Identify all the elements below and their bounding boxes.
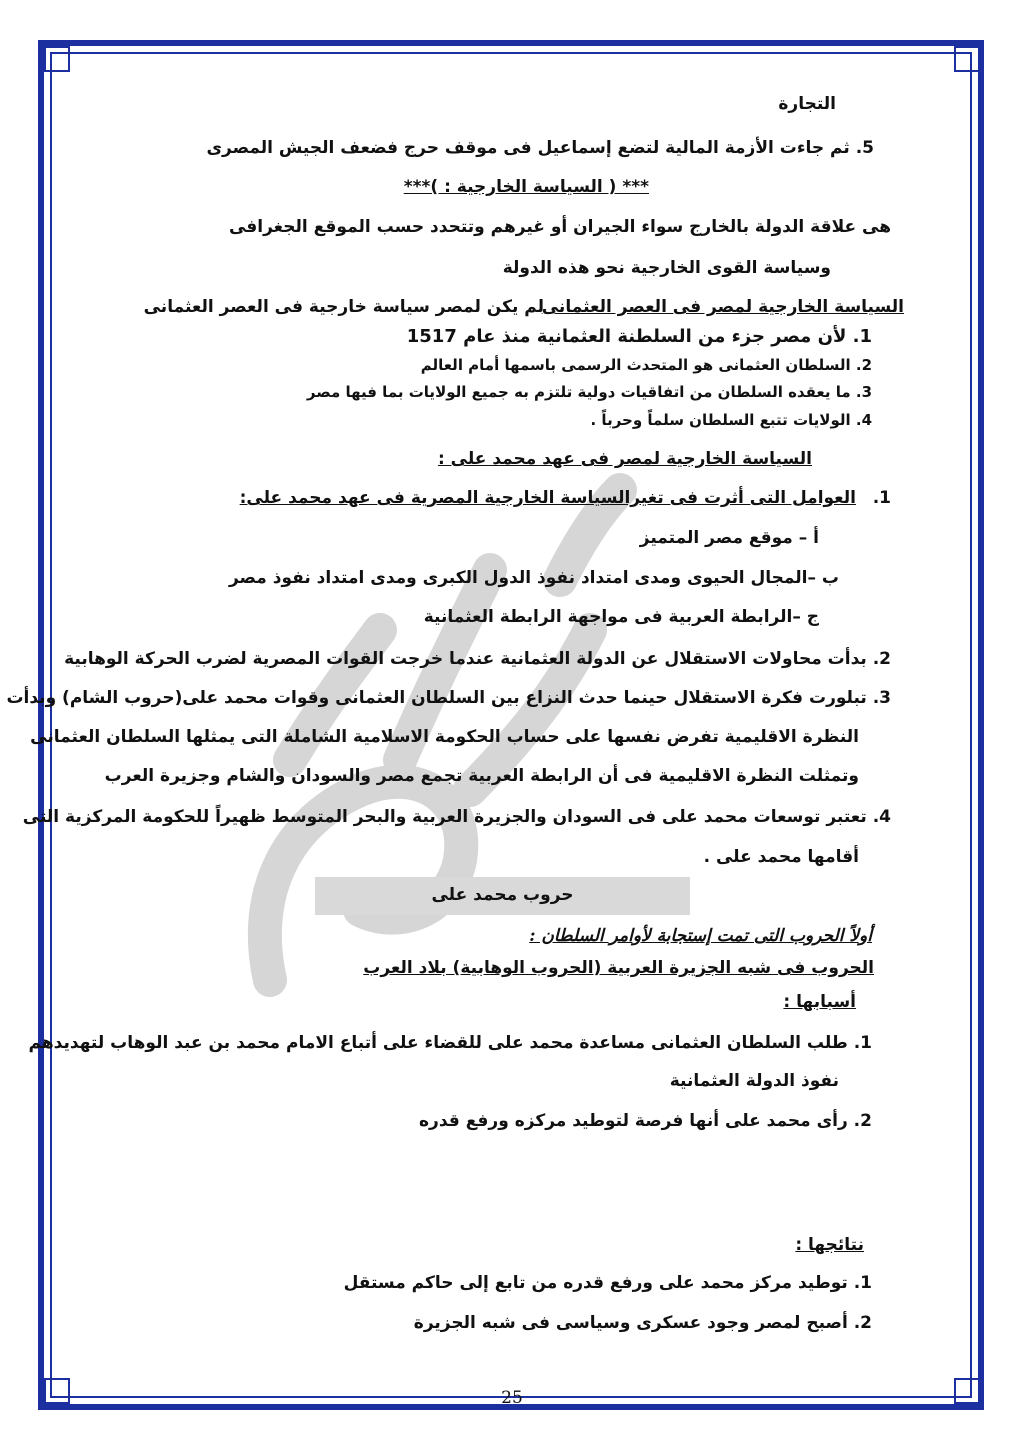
page-number: 25 [501, 1388, 523, 1408]
list-item: 3. تبلورت فكرة الاستقلال حينما حدث النزاع بين السلطان العثمانى وقوات محمد على(حروب الشام) وبدأت [6, 688, 891, 708]
subsection-heading: الحروب فى شبه الجزيرة العربية (الحروب الوهابية) بلاد العرب [363, 958, 874, 978]
corner-ornament [44, 46, 70, 72]
list-item: 4. تعتبر توسعات محمد على فى السودان والجزيرة العربية والبحر المتوسط ظهيراً للحكومة المركزية التى [22, 807, 891, 827]
list-item: 2. بدأت محاولات الاستقلال عن الدولة العثمانية عندما خرجت القوات المصرية لضرب الحركة الوهابية [64, 649, 891, 669]
definition-text: هى علاقة الدولة بالخارج سواء الجيران أو غيرهم وتتحدد حسب الموقع الجغرافى [228, 217, 891, 237]
sub-item: ج –الرابطة العربية فى مواجهة الرابطة العثمانية [423, 607, 819, 627]
results-heading: نتائجها : [795, 1235, 864, 1255]
definition-text: وسياسة القوى الخارجية نحو هذه الدولة [502, 258, 831, 278]
subsection-heading: السياسة الخارجية لمصر فى العصر العثمانى [541, 297, 904, 317]
causes-heading: أسبابها : [783, 992, 856, 1012]
list-item: 1. طلب السلطان العثمانى مساعدة محمد على للقضاء على أتباع الامام محمد بن عبد الوهاب لتهديدهم [28, 1033, 872, 1053]
list-item: 2. السلطان العثمانى هو المتحدث الرسمى باسمها أمام العالم [420, 356, 872, 374]
list-number: 1. [872, 488, 891, 508]
text-line: التجارة [778, 94, 836, 114]
list-continuation: النظرة الاقليمية تفرض نفسها على حساب الحكومة الاسلامية الشاملة التى يمثلها السلطان العثمانى [30, 727, 859, 747]
text-line: لم يكن لمصر سياسة خارجية فى العصر العثمانى [143, 297, 544, 317]
sub-item: ب –المجال الحيوى ومدى امتداد نفوذ الدول الكبرى ومدى امتداد نفوذ مصر [228, 568, 839, 588]
list-item: 5. ثم جاءت الأزمة المالية لتضع إسماعيل فى موقف حرج فضعف الجيش المصرى [206, 138, 874, 158]
list-continuation: أقامها محمد على . [703, 847, 859, 867]
corner-ornament [954, 46, 980, 72]
list-continuation: نفوذ الدولة العثمانية [669, 1071, 839, 1091]
list-item: 2. أصبح لمصر وجود عسكرى وسياسى فى شبه الجزيرة [413, 1313, 872, 1333]
section-heading: *** ( السياسة الخارجية : )*** [403, 177, 649, 197]
list-item: 2. رأى محمد على أنها فرصة لتوطيد مركزه ورفع قدره [419, 1111, 872, 1131]
list-item: 3. ما يعقده السلطان من اتفاقيات دولية تلتزم به جميع الولايات بما فيها مصر [306, 383, 872, 401]
list-item: 1. لأن مصر جزء من السلطنة العثمانية منذ عام 1517 [406, 326, 872, 347]
banner-title: حروب محمد على [431, 885, 574, 905]
list-item: 4. الولايات تتبع السلطان سلماً وحرباً . [590, 411, 872, 429]
subsection-heading: السياسة الخارجية لمصر فى عهد محمد على : [437, 449, 812, 469]
list-heading: العوامل التى أثرت فى تغيرالسياسة الخارجية المصرية فى عهد محمد على: [239, 488, 856, 508]
page-border-inner [50, 52, 972, 1398]
subsection-heading: أولاً الحروب التى تمت إستجابة لأوامر السلطان : [529, 926, 872, 946]
section-banner [315, 877, 690, 915]
list-continuation: وتمثلت النظرة الاقليمية فى أن الرابطة العربية تجمع مصر والسودان والشام وجزيرة العرب [104, 766, 859, 786]
sub-item: أ – موقع مصر المتميز [639, 528, 819, 548]
list-item: 1. توطيد مركز محمد على ورفع قدره من تابع إلى حاكم مستقل [343, 1273, 872, 1293]
